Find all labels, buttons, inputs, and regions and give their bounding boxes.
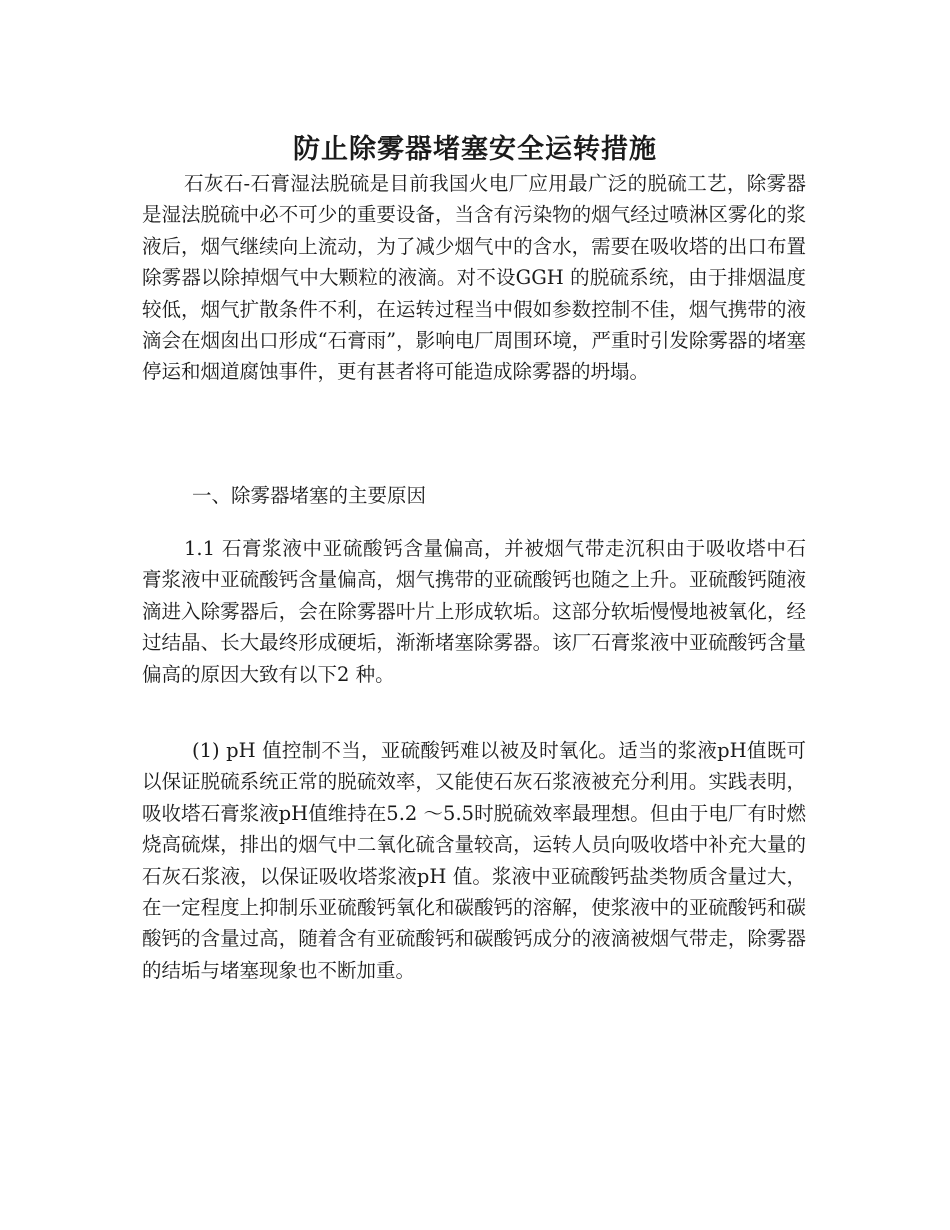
section-heading: 一、除雾器堵塞的主要原因	[192, 484, 427, 507]
paragraph-1-1: 1.1 石膏浆液中亚硫酸钙含量偏高，并被烟气带走沉积由于吸收塔中石膏浆液中亚硫酸钙含量偏高，烟气携带的亚硫酸钙也随之上升。亚硫酸钙随液滴进入除雾器后，会在除雾器叶片上形成软垢。这部分软垢慢慢地被氧化，经过结晶、长大最终形成硬垢，渐渐堵塞除雾器。该厂石膏浆液中亚硫酸钙含量偏高的原因大致有以下2 种。	[142, 537, 806, 686]
document-title: 防止除雾器堵塞安全运转措施	[293, 134, 657, 166]
paragraph-ph-control: (1) pH 值控制不当，亚硫酸钙难以被及时氧化。适当的浆液pH值既可以保证脱硫系统正常的脱硫效率，又能使石灰石浆液被充分利用。实践表明，吸收塔石膏浆液pH值维持在5.2 ～5.5时脱硫效率最理想。但由于电厂有时燃烧高硫煤，排出的烟气中二氧化硫含量较高，运转人员向吸收塔中补充大量的石灰石浆液，以保证吸收塔浆液pH 值。浆液中亚硫酸钙盐类物质含量过大，在一定程度上抑制乐亚硫酸钙氧化和碳酸钙的溶解，使浆液中的亚硫酸钙和碳酸钙的含量过高，随着含有亚硫酸钙和碳酸钙成分的液滴被烟气带走，除雾器的结垢与堵塞现象也不断加重。	[142, 739, 806, 982]
intro-paragraph: 石灰石-石膏湿法脱硫是目前我国火电厂应用最广泛的脱硫工艺，除雾器是湿法脱硫中必不可少的重要设备，当含有污染物的烟气经过喷淋区雾化的浆液后，烟气继续向上流动，为了减少烟气中的含水，需要在吸收塔的出口布置除雾器以除掉烟气中大颗粒的液滴。对不设GGH 的脱硫系统，由于排烟温度较低，烟气扩散条件不利，在运转过程当中假如参数控制不佳，烟气携带的液滴会在烟囱出口形成“石膏雨”，影响电厂周围环境，严重时引发除雾器的堵塞停运和烟道腐蚀事件，更有甚者将可能造成除雾器的坍塌。	[142, 172, 806, 384]
